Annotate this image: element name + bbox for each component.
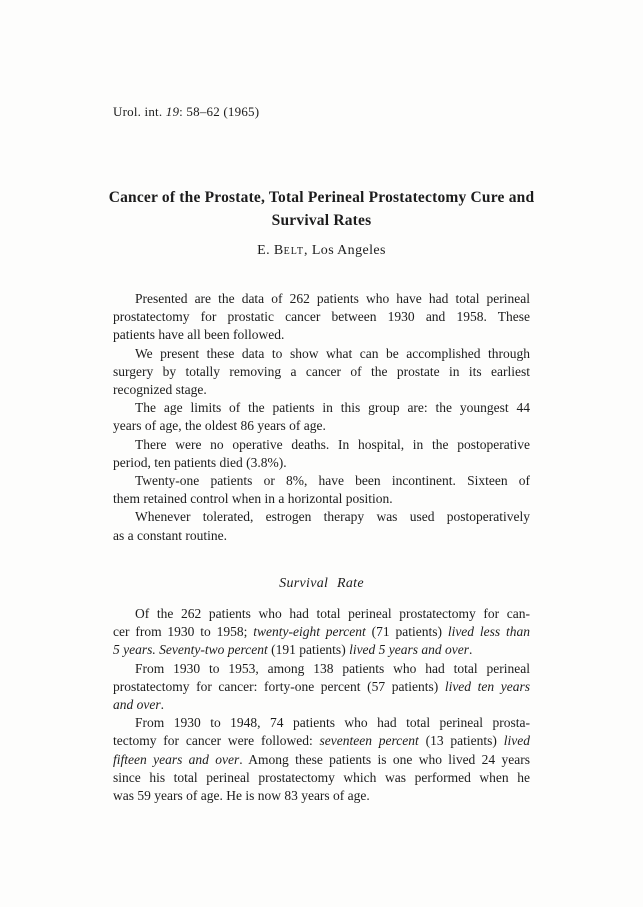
- text-line: [113, 678, 530, 696]
- text-segment: (191 patients): [267, 642, 350, 658]
- text-line: [113, 787, 530, 805]
- text-segment: 19: [165, 104, 180, 119]
- text-segment: From 1930 to 1948, 74 patients who had total perineal prosta-: [135, 715, 530, 731]
- text-segment: , Los Angeles: [304, 243, 386, 258]
- text-segment: There were no operative deaths. In hospital, in the postoperative: [135, 436, 530, 452]
- text-segment: them retained control when in a horizontal position.: [113, 491, 393, 507]
- text-segment: Twenty-one patients or 8%, have been incontinent. Sixteen of: [135, 473, 530, 489]
- text-segment: fifteen years and over: [113, 751, 240, 767]
- text-line: [113, 381, 530, 399]
- text-segment: patients have all been followed.: [113, 327, 285, 343]
- text-line: [113, 605, 530, 623]
- text-segment: .: [160, 697, 164, 713]
- text-segment: Whenever tolerated, estrogen therapy was used postoperatively: [135, 509, 530, 525]
- text-segment: cer from 1930 to 1958;: [113, 624, 254, 640]
- text-segment: From 1930 to 1953, among 138 patients who had total perineal: [135, 660, 530, 676]
- text-segment: . Among these patients is one who lived 24 years: [239, 751, 530, 767]
- text-line: [113, 732, 530, 750]
- text-segment: 5 years. Seventy-two percent: [113, 642, 268, 658]
- text-line: [113, 472, 530, 490]
- text-line: [113, 714, 530, 732]
- text-line: [113, 641, 530, 659]
- paragraph: [113, 290, 530, 345]
- paper-title-line-2: Survival Rates: [271, 212, 372, 229]
- section-heading-survival-rate: Survival Rate: [279, 576, 364, 591]
- text-segment: seventeen percent: [319, 733, 419, 749]
- paragraph: [113, 399, 530, 435]
- text-line: [113, 436, 530, 454]
- text-line: [113, 660, 530, 678]
- text-line: [113, 751, 530, 769]
- text-line: [113, 527, 530, 545]
- text-segment: prostatectomy for prostatic cancer between 1930 and 1958. These: [113, 309, 530, 325]
- text-segment: : 58–62 (1965): [179, 104, 260, 119]
- text-line: [113, 399, 530, 417]
- text-segment: and over: [113, 697, 161, 713]
- text-segment: period, ten patients died (3.8%).: [113, 454, 287, 470]
- text-segment: Of the 262 patients who had total perineal prostatectomy for can-: [135, 606, 530, 621]
- text-segment: recognized stage.: [113, 382, 207, 398]
- text-line: [113, 696, 530, 714]
- text-segment: lived less than: [447, 624, 530, 640]
- text-segment: Presented are the data of 262 patients who have had total perineal: [135, 291, 530, 306]
- text-segment: lived 5 years and over: [349, 642, 470, 658]
- text-segment: was 59 years of age. He is now 83 years of age.: [113, 788, 370, 804]
- survival-rate-section: [113, 605, 530, 805]
- text-line: [113, 326, 530, 344]
- text-segment: tectomy for cancer were followed:: [113, 733, 320, 749]
- paper-title: [0, 186, 643, 232]
- introduction-section: [113, 290, 530, 545]
- text-segment: since his total perineal prostatectomy which was performed when he: [113, 769, 530, 785]
- paragraph: [113, 660, 530, 715]
- text-line: [113, 490, 530, 508]
- text-line: [113, 308, 530, 326]
- journal-reference: [113, 104, 259, 120]
- text-segment: .: [469, 642, 473, 658]
- text-segment: surgery by totally removing a cancer of the prostate in its earliest: [113, 363, 530, 379]
- text-line: [113, 290, 530, 308]
- paragraph: [113, 605, 530, 660]
- paragraph: [113, 472, 530, 508]
- text-segment: lived: [503, 733, 530, 749]
- paragraph: [113, 714, 530, 805]
- paragraph: [113, 436, 530, 472]
- text-segment: as a constant routine.: [113, 527, 227, 543]
- text-segment: twenty-eight percent: [253, 624, 366, 640]
- text-line: [113, 417, 530, 435]
- text-segment: We present these data to show what can be accomplished through: [135, 345, 530, 361]
- paragraph: [113, 345, 530, 400]
- author-line: [0, 243, 643, 259]
- text-segment: prostatectomy for cancer: forty-one percent (57 patients): [113, 678, 445, 694]
- text-line: [113, 769, 530, 787]
- text-segment: (13 patients): [418, 733, 504, 749]
- paragraph: [113, 508, 530, 544]
- text-segment: The age limits of the patients in this group are: the youngest 44: [135, 400, 530, 416]
- text-segment: E. B: [257, 243, 284, 258]
- text-segment: years of age, the oldest 86 years of age.: [113, 418, 326, 434]
- text-segment: lived ten years: [444, 678, 530, 694]
- paper-title-line-1: Cancer of the Prostate, Total Perineal Prostatectomy Cure and: [108, 189, 535, 206]
- text-line: [113, 345, 530, 363]
- text-line: [113, 623, 530, 641]
- text-segment: Urol. int.: [113, 104, 166, 119]
- text-segment: (71 patients): [365, 624, 448, 640]
- text-line: [113, 454, 530, 472]
- text-line: [113, 363, 530, 381]
- text-segment: elt: [283, 243, 305, 258]
- text-line: [113, 508, 530, 526]
